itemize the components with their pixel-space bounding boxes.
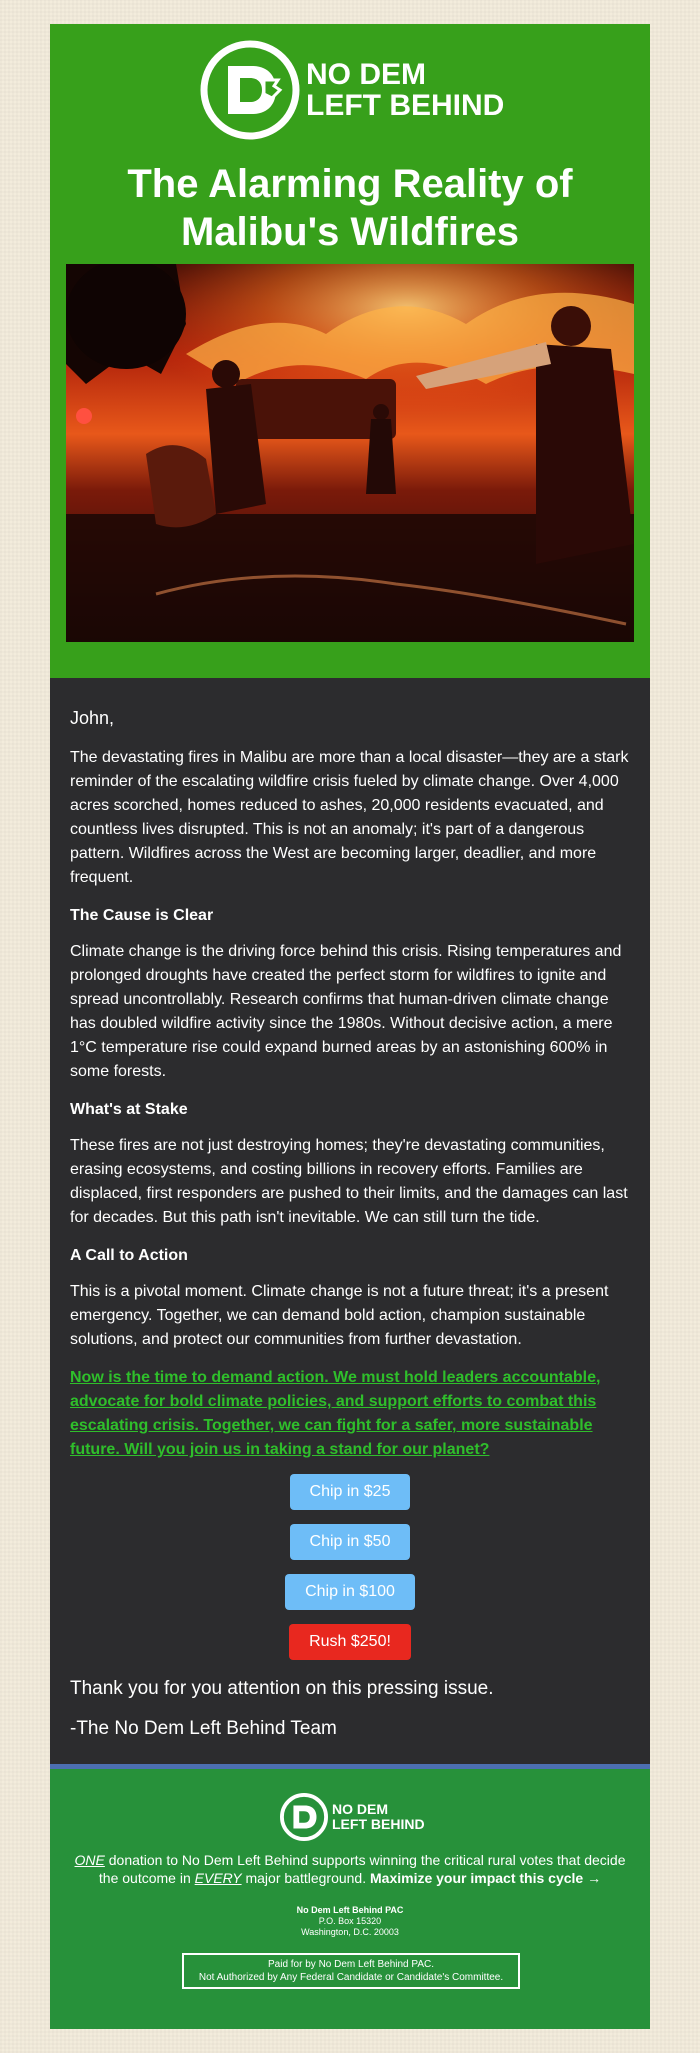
org-name: No Dem Left Behind PAC — [296, 1905, 404, 1915]
section-text-cause: Climate change is the driving force behind this crisis. Rising temperatures and prolonged droughts have created the perfect storm for wildfires to ignite and spread uncontrollably. Research confirms that human-driven climate change has doubled wildfire activity since the 1980s. Without decisive action, a mere 1°C temperature rise could expand burned areas by an astonishing 600% in some forests. — [70, 943, 622, 1080]
disclaimer-line-1: Paid for by No Dem Left Behind PAC. — [267, 1959, 434, 1970]
maximize-impact-link[interactable]: Maximize your impact this cycle → — [370, 1870, 602, 1886]
footer-pitch[interactable] — [70, 1851, 630, 1887]
headline-line-1: The Alarming Reality of — [127, 162, 573, 206]
chip-in-50-button[interactable]: Chip in $50 — [290, 1524, 410, 1560]
disclaimer-line-2: Not Authorized by Any Federal Candidate or Candidate's Committee. — [198, 1972, 504, 1983]
greeting: John, — [70, 708, 115, 728]
hero-wildfire-image[interactable] — [66, 264, 634, 642]
email-body — [50, 678, 650, 1764]
closing-line: Thank you for you attention on this pressing issue. — [70, 1678, 494, 1699]
address-line-2: Washington, D.C. 20003 — [301, 1927, 399, 1937]
section-heading-action: A Call to Action — [70, 1247, 188, 1264]
section-text-action: This is a pivotal moment. Climate change is not a future threat; it's a present emergency. Together, we can demand bold action, champion sustainable solutions, and protect our communities from further devastation. — [70, 1283, 609, 1348]
pitch-text-2: major battleground. — [241, 1870, 370, 1886]
headline-line-2: Malibu's Wildfires — [180, 210, 520, 254]
footer-logo[interactable] — [280, 1793, 425, 1841]
email-footer — [50, 1769, 650, 2029]
logo-line-1: NO DEM — [306, 58, 426, 91]
footer-wordmark — [332, 1802, 425, 1832]
mailing-address — [50, 1905, 650, 1938]
signoff: -The No Dem Left Behind Team — [70, 1718, 337, 1739]
section-heading-cause: The Cause is Clear — [70, 907, 214, 924]
donation-buttons — [70, 1474, 630, 1674]
email-container — [50, 24, 650, 2029]
call-to-action-link[interactable]: Now is the time to demand action. We must hold leaders accountable, advocate for bold climate policies, and support efforts to combat this escalating crisis. Together, we can fight for a safer, more sustainable future. Will you join us in taking a stand for our planet? — [70, 1369, 601, 1458]
dem-logo-small-icon — [280, 1793, 328, 1841]
section-heading-stake: What's at Stake — [70, 1101, 188, 1118]
section-text-stake: These fires are not just destroying homes; they're devastating communities, erasing ecosystems, and costing billions in recovery efforts. Families are displaced, first responders are pushed to their limits, and the damages can last for decades. But this path isn't inevitable. We can still turn the tide. — [70, 1137, 628, 1226]
footer-logo-line-2: LEFT BEHIND — [332, 1816, 425, 1832]
pitch-every: EVERY — [194, 1870, 242, 1886]
pitch-one: ONE — [74, 1852, 105, 1868]
address-line-1: P.O. Box 15320 — [318, 1916, 382, 1926]
chip-in-100-button[interactable]: Chip in $100 — [285, 1574, 415, 1610]
rush-250-button[interactable]: Rush $250! — [289, 1624, 411, 1660]
paid-for-disclaimer — [182, 1953, 520, 1989]
logo-wordmark — [306, 59, 504, 121]
wildfire-photo-icon — [66, 264, 634, 642]
pitch-text-1: donation to No Dem Left Behind supports winning the critical rural votes that decide the outcome in — [98, 1852, 626, 1886]
page-title — [50, 160, 650, 256]
footer-logo-line-1: NO DEM — [332, 1801, 388, 1817]
header-logo[interactable] — [200, 40, 504, 140]
intro-paragraph: The devastating fires in Malibu are more than a local disaster—they are a stark reminder of the escalating wildfire crisis fueled by climate change. Over 4,000 acres scorched, homes reduced to ashes, 20,000 residents evacuated, and countless lives disrupted. This is not an anomaly; it's part of a dangerous pattern. Wildfires across the West are becoming larger, deadlier, and more frequent. — [70, 749, 629, 886]
email-header — [50, 24, 650, 678]
logo-line-2: LEFT BEHIND — [306, 89, 505, 122]
chip-in-25-button[interactable]: Chip in $25 — [290, 1474, 410, 1510]
dem-logo-icon — [200, 40, 300, 140]
